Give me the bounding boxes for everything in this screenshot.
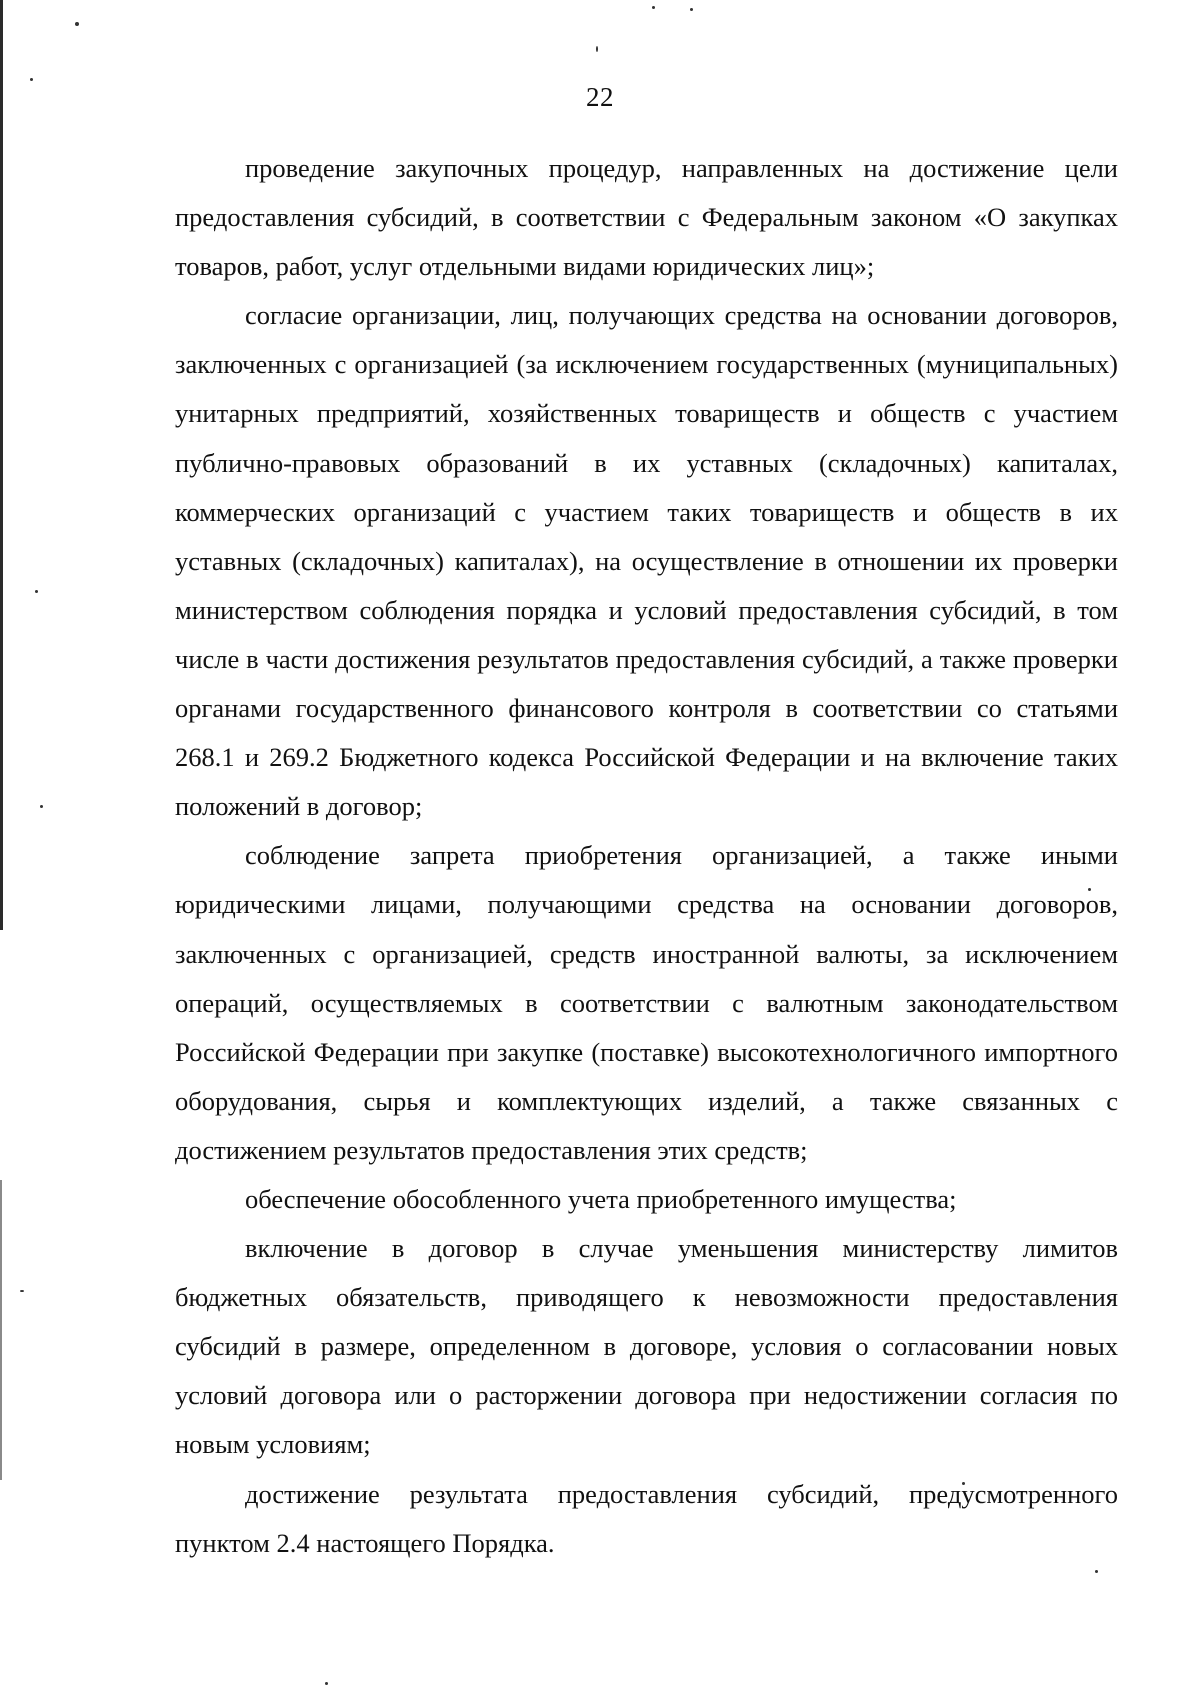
scan-left-edge-lower xyxy=(0,1180,2,1480)
body-text xyxy=(175,144,1118,1568)
scan-speck xyxy=(652,6,655,9)
paragraph-separate-accounting: обеспечение обособленного учета приобретенного имущества; xyxy=(245,1183,957,1214)
scan-left-edge xyxy=(0,0,3,930)
scan-speck xyxy=(35,590,38,593)
scan-speck xyxy=(30,78,33,81)
scan-speck xyxy=(325,1682,328,1685)
scan-speck xyxy=(75,22,79,26)
scan-speck xyxy=(20,1290,24,1292)
paragraph-limits-reduction: включение в договор в случае уменьшения министерству лимитов бюджетных обязательств, приводящего к невозможности предоставления субсидий в размере, определенном в договоре, условия о согласовании новых условий договора или о расторжении договора при недостижении согласия по новым условиям; xyxy=(175,1233,1118,1460)
scan-speck xyxy=(40,805,43,808)
scan-speck xyxy=(596,46,598,52)
paragraph-inspection-consent: согласие организации, лиц, получающих средства на основании договоров, заключенных с организацией (за исключением государственных (муниципальных) унитарных предприятий, хозяйственных товариществ и обществ с участием публично-правовых образований в их уставных (складочных) капиталах, коммерческих организаций с участием таких товариществ и обществ в их уставных (складочных) капиталах), на осуществление в отношении их проверки министерством соблюдения порядка и условий предоставления субсидий, в том числе в части достижения результатов предоставления субсидий, а также проверки органами государственного финансового контроля в соответствии со статьями 268.1 и 269.2 Бюджетного кодекса Российской Федерации и на включение таких положений в договор; xyxy=(175,300,1118,822)
paragraph-procurement: проведение закупочных процедур, направленных на достижение цели предоставления субсидий, в соответствии с Федеральным законом «О закупках товаров, работ, услуг отдельными видами юридических лиц»; xyxy=(175,153,1118,282)
paragraph-result-achievement: достижение результата предоставления субсидий, предусмотренного пунктом 2.4 настоящего Порядка. xyxy=(175,1478,1118,1558)
page-number: 22 xyxy=(586,82,614,112)
scan-speck xyxy=(690,8,693,11)
scan-speck xyxy=(1095,1570,1098,1573)
paragraph-currency-ban: соблюдение запрета приобретения организацией, а также иными юридическими лицами, получающими средства на основании договоров, заключенных с организацией, средств иностранной валюты, за исключением операций, осуществляемых в соответствии с валютным законодательством Российской Федерации при закупке (поставке) высокотехнологичного импортного оборудования, сырья и комплектующих изделий, а также связанных с достижением результатов предоставления этих средств; xyxy=(175,840,1118,1165)
